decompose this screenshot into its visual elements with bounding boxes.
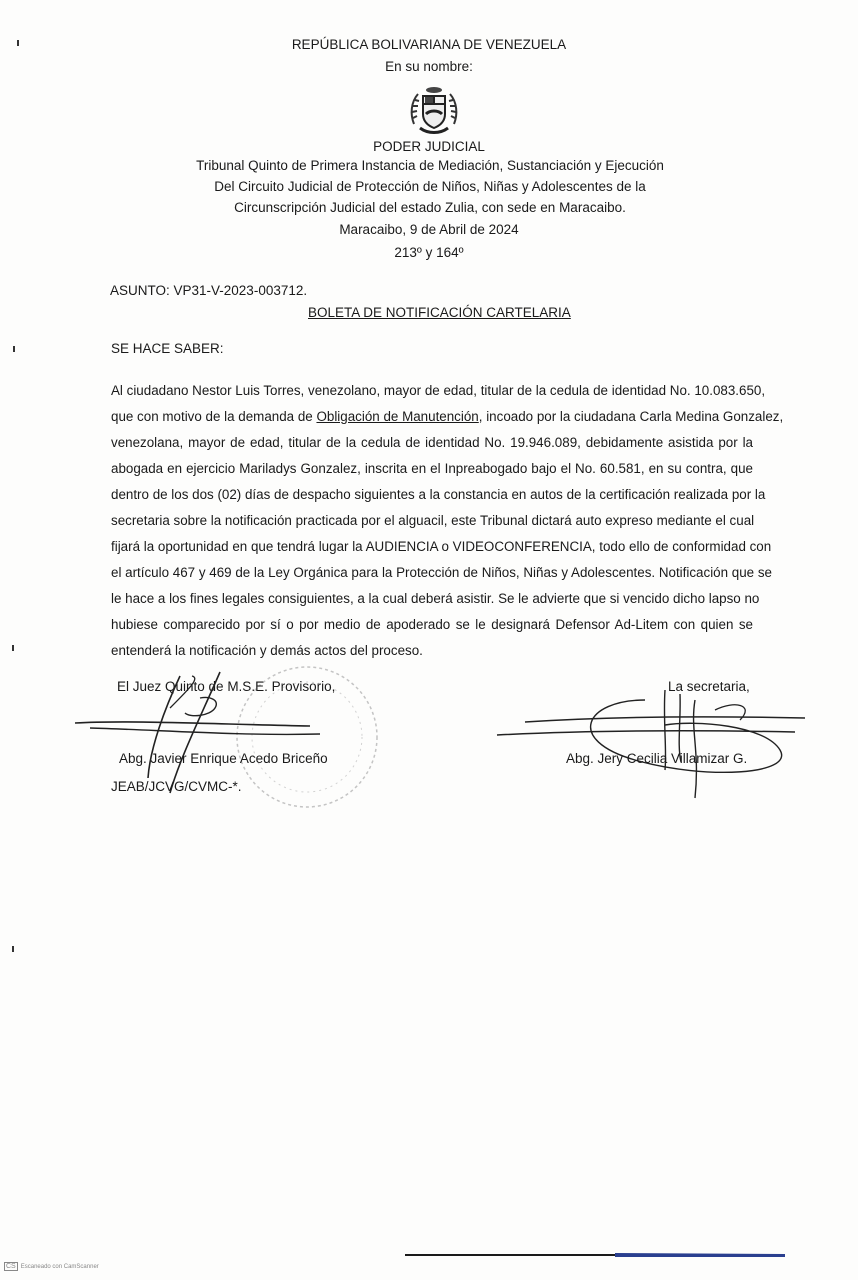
years-note: 213º y 164º	[394, 245, 464, 260]
body-line: abogada en ejercicio Mariladys Gonzalez, inscrita en el Inpreabogado bajo el No. 60.581, en su contra, que	[111, 461, 753, 476]
coat-of-arms-icon	[408, 84, 460, 138]
tribunal-line-3: Circunscripción Judicial del estado Zulia, con sede en Maracaibo.	[234, 200, 626, 215]
body-line: hubiese comparecido por sí o por medio de apoderado se le designará Defensor Ad-Litem con quien se	[111, 617, 753, 632]
body-line: le hace a los fines legales consiguientes, a la cual deberá asistir. Se le advierte que si vencido dicho lapso no	[111, 591, 760, 606]
republic-heading: REPÚBLICA BOLIVARIANA DE VENEZUELA	[291, 37, 567, 52]
se-hace-saber: SE HACE SABER:	[111, 341, 224, 356]
tribunal-line-2: Del Circuito Judicial de Protección de Niños, Niñas y Adolescentes de la	[214, 179, 646, 194]
body-line: venezolana, mayor de edad, titular de la cedula de identidad No. 19.946.089, debidamente asistida por la	[111, 435, 753, 450]
scanner-watermark	[4, 1262, 99, 1271]
body-text-fragment: , incoado por la ciudadana Carla Medina Gonzalez,	[478, 409, 784, 424]
body-line: fijará la oportunidad en que tendrá lugar la AUDIENCIA o VIDEOCONFERENCIA, todo ello de conformidad con	[111, 539, 772, 554]
tribunal-line-1: Tribunal Quinto de Primera Instancia de Mediación, Sustanciación y Ejecución	[196, 158, 664, 173]
body-text-fragment: que con motivo de la demanda de	[111, 409, 317, 424]
secretary-title: La secretaria,	[668, 679, 750, 694]
document-date: Maracaibo, 9 de Abril de 2024	[339, 222, 519, 237]
body-line: dentro de los dos (02) días de despacho siguientes a la constancia en autos de la certificación realizada por la	[111, 487, 766, 502]
document-title: BOLETA DE NOTIFICACIÓN CARTELARIA	[308, 305, 571, 320]
secretary-signature	[495, 680, 815, 805]
body-line: Al ciudadano Nestor Luis Torres, venezolano, mayor de edad, titular de la cedula de identidad No. 10.083.650,	[111, 383, 766, 398]
secretary-name: Abg. Jery Cecilia Villamizar G.	[566, 751, 748, 766]
poder-judicial: PODER JUDICIAL	[373, 139, 485, 154]
margin-speck	[13, 346, 15, 352]
body-line	[111, 404, 784, 430]
camscanner-logo: CS	[6, 1263, 16, 1270]
claim-type: Obligación de Manutención	[316, 409, 479, 424]
scanner-watermark-text: Escaneado con CamScanner	[20, 1264, 99, 1270]
en-su-nombre: En su nombre:	[385, 59, 473, 74]
margin-speck	[12, 946, 14, 952]
body-line: el artículo 467 y 469 de la Ley Orgánica para la Protección de Niños, Niñas y Adolescentes. Notificación que se	[111, 565, 772, 580]
notification-body	[111, 378, 784, 664]
judge-title: El Juez Quinto de M.S.E. Provisorio,	[117, 679, 336, 694]
case-number: ASUNTO: VP31-V-2023-003712.	[110, 283, 308, 298]
footer-line	[405, 1253, 785, 1257]
margin-speck	[12, 645, 14, 651]
margin-speck	[17, 40, 19, 46]
body-line: entenderá la notificación y demás actos del proceso.	[111, 643, 423, 658]
judge-name: Abg. Javier Enrique Acedo Briceño	[119, 751, 328, 766]
typist-initials: JEAB/JCVG/CVMC-*.	[111, 779, 242, 794]
body-line: secretaria sobre la notificación practicada por el alguacil, este Tribunal dictará auto expreso mediante el cual	[111, 513, 755, 528]
